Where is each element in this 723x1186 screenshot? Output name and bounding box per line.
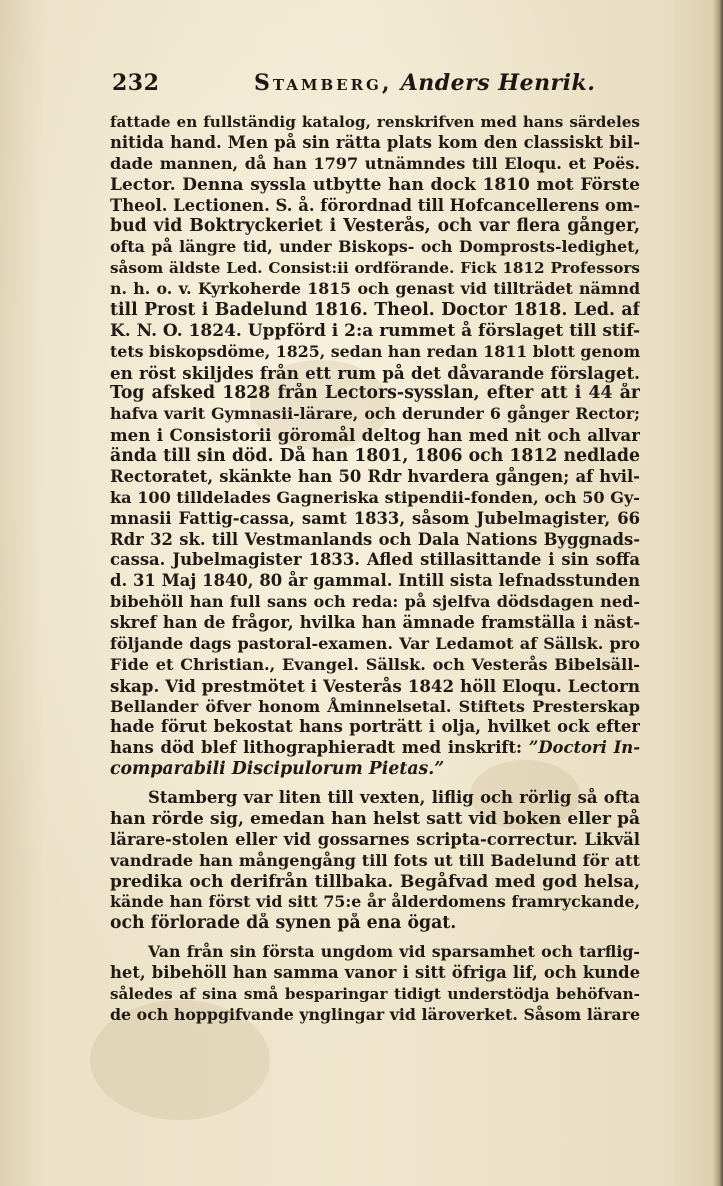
text-line: [110, 467, 640, 488]
text-line: [110, 175, 640, 196]
line-text: predika och derifrån tillbaka. Begåfvad med god helsa,: [110, 871, 640, 892]
text-line: [110, 154, 640, 175]
line-text: de och hoppgifvande ynglingar vid läroverket. Såsom lärare: [110, 1004, 640, 1024]
line-text: således af sina små besparingar tidigt understödja behöfvan-: [110, 984, 640, 1003]
line-text: och förlorade då synen på ena ögat.: [110, 913, 457, 934]
text-line: [110, 196, 640, 217]
text-line: [110, 383, 640, 404]
line-text: nitida hand. Men på sin rätta plats kom den classiskt bil-: [110, 132, 640, 152]
line-text: lärare-stolen eller vid gossarnes scripta-correctur. Likväl: [110, 829, 640, 849]
text-line: [110, 550, 640, 571]
line-text: skref han de frågor, hvilka han ämnade framställa i näst-: [110, 613, 640, 632]
text-line: [110, 738, 640, 759]
text-line: [110, 655, 640, 676]
line-text: het, bibehöll han samma vanor i sitt öfriga lif, och kunde: [110, 963, 640, 982]
line-text: d. 31 Maj 1840, 80 år gammal. Intill sista lefnadsstunden: [110, 571, 640, 591]
text-line: [110, 809, 640, 830]
text-line: [110, 425, 640, 446]
line-text: men i Consistorii göromål deltog han med nit och allvar: [110, 425, 640, 446]
text-line: [110, 759, 640, 780]
line-text: skap. Vid prestmötet i Vesterås 1842 höll Eloqu. Lectorn: [110, 675, 640, 696]
text-line: [110, 279, 640, 300]
paragraph: [110, 788, 640, 934]
text-line: [110, 446, 640, 467]
line-text: K. N. O. 1824. Uppförd i 2:a rummet å förslaget till stif-: [110, 320, 640, 341]
paragraph: [110, 942, 640, 1026]
page-header: [112, 70, 632, 104]
text-line: [110, 530, 640, 551]
running-head-given-name: Anders Henrik.: [400, 70, 596, 96]
line-text: dade mannen, då han 1797 utnämndes till Eloqu. et Poës.: [110, 153, 640, 173]
line-text: Rdr 32 sk. till Vestmanlands och Dala Nations Byggnads-: [110, 529, 640, 549]
line-text: till Prost i Badelund 1816. Theol. Doctor 1818. Led. af: [110, 299, 640, 320]
text-line: [110, 300, 640, 321]
line-text: hans död blef lithographieradt med inskrift:: [110, 738, 529, 758]
text-line: [110, 571, 640, 592]
line-text: ofta på längre tid, under Biskops- och Domprosts-ledighet,: [110, 237, 640, 257]
text-line: [110, 872, 640, 893]
line-text: Theol. Lectionen. S. å. förordnad till Hofcancellerens om-: [110, 195, 640, 215]
italic-inscription: ”Doctori In-: [528, 738, 640, 758]
line-text: hade förut bekostat hans porträtt i olja, hvilket ock efter: [110, 717, 640, 737]
line-text: n. h. o. v. Kyrkoherde 1815 och genast vid tillträdet nämnd: [110, 279, 640, 298]
line-text: kände han först vid sitt 75:e år ålderdomens framryckande,: [110, 892, 640, 912]
line-text: Rectoratet, skänkte han 50 Rdr hvardera gången; af hvil-: [110, 466, 640, 486]
text-line: [110, 321, 640, 342]
running-head-surname: Stamberg,: [254, 70, 393, 96]
line-text: Lector. Denna syssla utbytte han dock 1810 mot Förste: [110, 174, 640, 195]
italic-inscription: comparabili Discipulorum Pietas.”: [110, 759, 445, 780]
line-text: Van från sin första ungdom vid sparsamhet och tarflig-: [148, 942, 640, 962]
line-text: han rörde sig, emedan han helst satt vid boken eller på: [110, 808, 640, 829]
line-text: tets biskopsdöme, 1825, sedan han redan 1811 blott genom: [110, 341, 640, 361]
line-text: bud vid Boktryckeriet i Vesterås, och var flera gånger,: [110, 216, 640, 237]
line-text: hafva varit Gymnasii-lärare, och derunder 6 gånger Rector;: [110, 404, 640, 424]
page-edge: [713, 0, 723, 1186]
text-line: [110, 634, 640, 655]
text-line: [110, 788, 640, 809]
line-text: ända till sin död. Då han 1801, 1806 och 1812 nedlade: [110, 446, 640, 466]
text-line: [110, 342, 640, 363]
line-text: cassa. Jubelmagister 1833. Afled stillasittande i sin soffa: [110, 550, 640, 570]
line-text: bibehöll han full sans och reda: på sjelfva dödsdagen ned-: [110, 592, 640, 612]
text-line: [110, 258, 640, 279]
text-line: [110, 1005, 640, 1026]
text-line: [110, 404, 640, 425]
text-line: [110, 892, 640, 913]
text-line: [110, 112, 640, 133]
text-line: [110, 509, 640, 530]
running-head: [254, 70, 595, 96]
line-text: mnasii Fattig-cassa, samt 1833, såsom Jubelmagister, 66: [110, 508, 640, 528]
page-number: 232: [112, 70, 160, 96]
line-text: Bellander öfver honom Åminnelsetal. Stiftets Presterskap: [110, 696, 640, 716]
line-text: följande dags pastoral-examen. Var Ledamot af Sällsk. pro: [110, 633, 640, 653]
text-line: [110, 237, 640, 258]
paragraph-gap: [110, 780, 640, 788]
line-text: fattade en fullständig katalog, renskrifven med hans särdeles: [110, 113, 640, 131]
text-line: [110, 488, 640, 509]
line-text: såsom äldste Led. Consist:ii ordförande. Fick 1812 Professors: [110, 259, 640, 278]
biography-text: [110, 112, 640, 1026]
text-line: [110, 830, 640, 851]
text-line: [110, 613, 640, 634]
text-line: [110, 363, 640, 384]
text-line: [110, 697, 640, 718]
paragraph: [110, 112, 640, 780]
text-line: [110, 717, 640, 738]
line-text: Stamberg var liten till vexten, liflig och rörlig så ofta: [148, 788, 640, 807]
text-line: [110, 963, 640, 984]
line-text: en röst skiljdes från ett rum på det dåvarande förslaget.: [110, 362, 640, 383]
text-line: [110, 984, 640, 1005]
line-text: Fide et Christian., Evangel. Sällsk. och Vesterås Bibelsäll-: [110, 654, 640, 674]
text-line: [110, 851, 640, 872]
text-line: [110, 676, 640, 697]
line-text: vandrade han mångengång till fots ut till Badelund för att: [110, 850, 640, 870]
text-line: [110, 913, 640, 934]
line-text: Tog afsked 1828 från Lectors-sysslan, efter att i 44 år: [110, 383, 640, 404]
text-line: [110, 133, 640, 154]
paragraph-gap: [110, 934, 640, 942]
text-line: [110, 592, 640, 613]
text-line: [110, 216, 640, 237]
line-text: ka 100 tilldelades Gagneriska stipendii-fonden, och 50 Gy-: [110, 487, 640, 507]
text-line: [110, 942, 640, 963]
